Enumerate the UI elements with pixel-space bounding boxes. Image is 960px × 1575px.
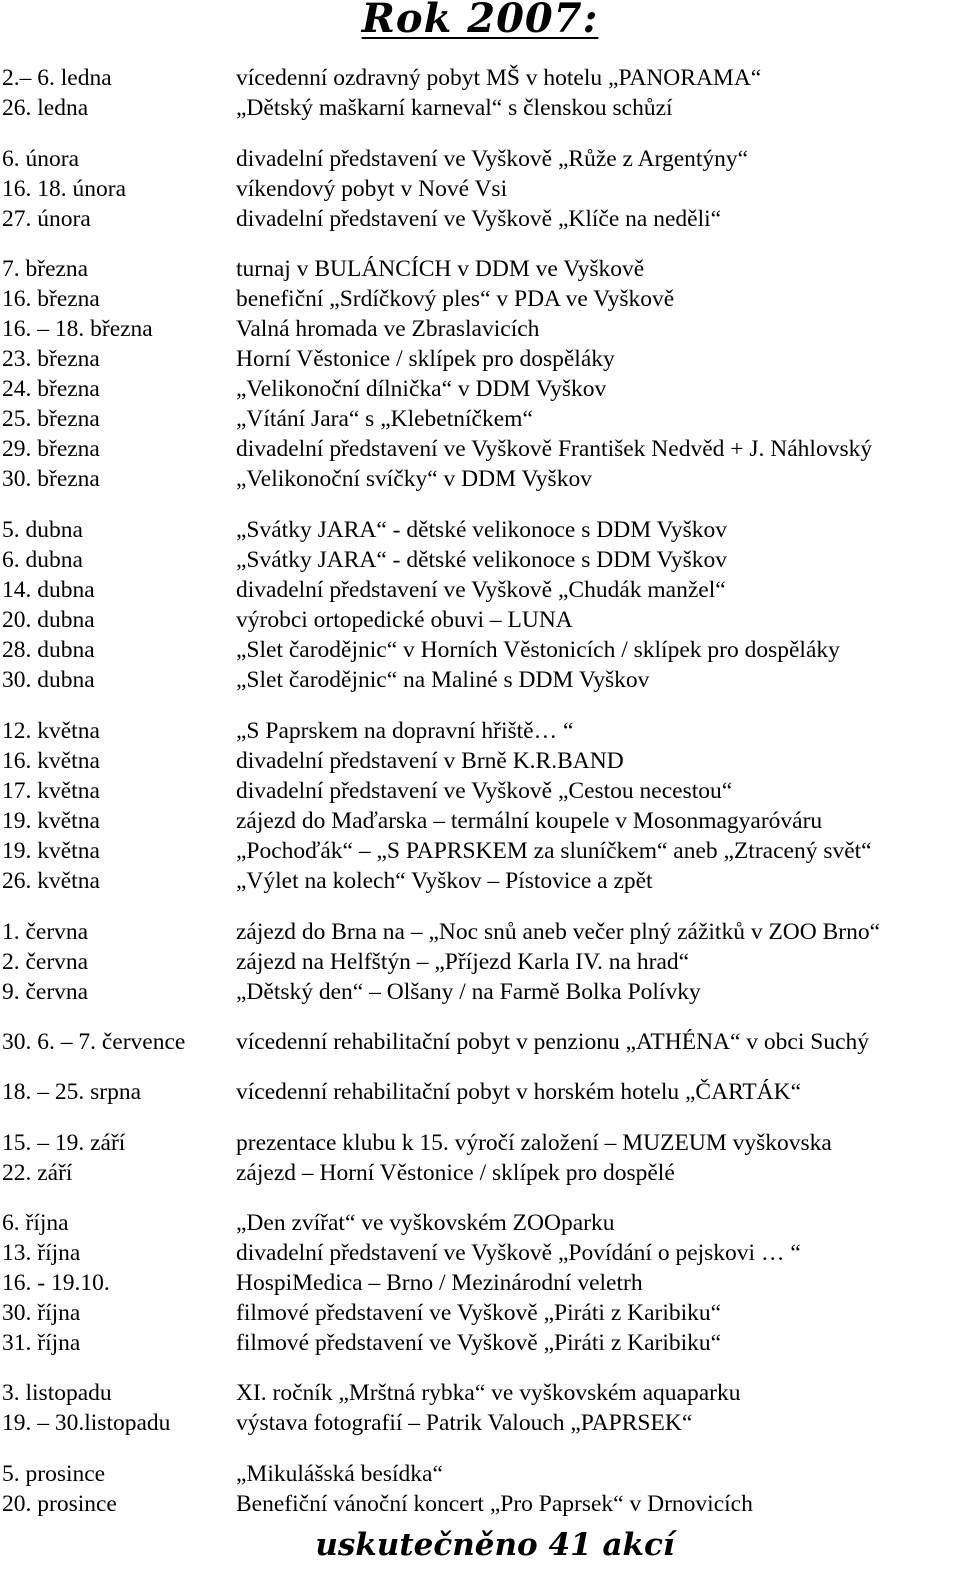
event-date: 6. dubna xyxy=(2,547,83,573)
event-row xyxy=(0,344,960,374)
event-description: „Dětský den“ – Olšany / na Farmě Bolka Polívky xyxy=(236,979,701,1005)
event-description: Valná hromada ve Zbraslavicích xyxy=(236,316,540,342)
event-date: 19. – 30.listopadu xyxy=(2,1410,171,1436)
event-date: 30. října xyxy=(2,1300,81,1326)
event-date: 29. března xyxy=(2,436,100,462)
event-row xyxy=(0,1328,960,1358)
event-date: 20. prosince xyxy=(2,1491,117,1517)
event-date: 25. března xyxy=(2,406,100,432)
event-description: „Slet čarodějnic“ na Maliné s DDM Vyškov xyxy=(236,667,650,693)
event-row xyxy=(0,1459,960,1489)
event-date: 16. května xyxy=(2,748,100,774)
event-description: divadelní představení ve Vyškově František Nedvěd + J. Náhlovský xyxy=(236,436,873,462)
event-description: benefiční „Srdíčkový ples“ v PDA ve Vyškově xyxy=(236,286,675,312)
event-date: 1. června xyxy=(2,919,89,945)
event-description: filmové představení ve Vyškově „Piráti z Karibiku“ xyxy=(236,1330,722,1356)
event-date: 24. března xyxy=(2,376,100,402)
event-row xyxy=(0,434,960,464)
event-date: 19. května xyxy=(2,838,100,864)
event-description: Benefiční vánoční koncert „Pro Paprsek“ v Drnovicích xyxy=(236,1491,753,1517)
event-description: „Slet čarodějnic“ v Horních Věstonicích / sklípek pro dospěláky xyxy=(236,637,840,663)
event-date: 3. listopadu xyxy=(2,1380,112,1406)
event-row xyxy=(0,746,960,776)
event-row xyxy=(0,404,960,434)
event-description: „Velikonoční svíčky“ v DDM Vyškov xyxy=(236,466,592,492)
event-description: filmové představení ve Vyškově „Piráti z Karibiku“ xyxy=(236,1300,722,1326)
event-description: „Den zvířat“ ve vyškovském ZOOparku xyxy=(236,1210,615,1236)
event-description: divadelní představení ve Vyškově „Klíče na neděli“ xyxy=(236,206,722,232)
event-description: prezentace klubu k 15. výročí založení – MUZEUM vyškovska xyxy=(236,1130,832,1156)
event-description: zájezd na Helfštýn – „Příjezd Karla IV. na hrad“ xyxy=(236,949,690,975)
event-date: 19. května xyxy=(2,808,100,834)
event-description: „S Paprskem na dopravní hřiště… “ xyxy=(236,718,574,744)
event-date: 6. října xyxy=(2,1210,69,1236)
event-row xyxy=(0,806,960,836)
event-row xyxy=(0,1298,960,1328)
event-description: XI. ročník „Mrštná rybka“ ve vyškovském aquaparku xyxy=(236,1380,741,1406)
event-row xyxy=(0,374,960,404)
event-row xyxy=(0,144,960,174)
event-row xyxy=(0,1408,960,1438)
event-row xyxy=(0,575,960,605)
event-row xyxy=(0,776,960,806)
event-description: turnaj v BULÁNCÍCH v DDM ve Vyškově xyxy=(236,256,645,282)
event-description: „Výlet na kolech“ Vyškov – Pístovice a zpět xyxy=(236,868,653,894)
event-date: 22. září xyxy=(2,1160,73,1186)
event-description: zájezd – Horní Věstonice / sklípek pro dospělé xyxy=(236,1160,675,1186)
event-description: „Svátky JARA“ - dětské velikonoce s DDM Vyškov xyxy=(236,517,728,543)
event-description: „Dětský maškarní karneval“ s členskou schůzí xyxy=(236,95,673,121)
event-row xyxy=(0,314,960,344)
summary-footer: uskutečněno 41 akcí xyxy=(315,1527,675,1563)
event-date: 26. května xyxy=(2,868,100,894)
event-date: 16. března xyxy=(2,286,100,312)
event-date: 2.– 6. ledna xyxy=(2,65,112,91)
event-description: divadelní představení ve Vyškově „Chudák manžel“ xyxy=(236,577,726,603)
event-date: 31. října xyxy=(2,1330,81,1356)
event-date: 23. března xyxy=(2,346,100,372)
event-date: 7. března xyxy=(2,256,89,282)
event-description: „Velikonoční dílnička“ v DDM Vyškov xyxy=(236,376,607,402)
event-row xyxy=(0,204,960,234)
event-date: 27. února xyxy=(2,206,91,232)
event-description: „Pochoďák“ – „S PAPRSKEM za sluníčkem“ aneb „Ztracený svět“ xyxy=(236,838,872,864)
event-description: divadelní představení v Brně K.R.BAND xyxy=(236,748,624,774)
event-row xyxy=(0,836,960,866)
event-description: výrobci ortopedické obuvi – LUNA xyxy=(236,607,573,633)
event-description: „Mikulášská besídka“ xyxy=(236,1461,443,1487)
event-row xyxy=(0,545,960,575)
event-date: 5. prosince xyxy=(2,1461,106,1487)
event-row xyxy=(0,917,960,947)
event-date: 20. dubna xyxy=(2,607,95,633)
event-date: 14. dubna xyxy=(2,577,95,603)
event-row xyxy=(0,716,960,746)
event-row xyxy=(0,93,960,123)
page-title-text: Rok 2007: xyxy=(361,0,599,42)
event-date: 15. – 19. září xyxy=(2,1130,126,1156)
event-row xyxy=(0,1489,960,1519)
event-description: vícedenní rehabilitační pobyt v horském hotelu „ČARTÁK“ xyxy=(236,1079,802,1105)
event-date: 16. 18. února xyxy=(2,176,127,202)
event-description: „Svátky JARA“ - dětské velikonoce s DDM Vyškov xyxy=(236,547,728,573)
event-date: 28. dubna xyxy=(2,637,95,663)
event-description: HospiMedica – Brno / Mezinárodní veletrh xyxy=(236,1270,643,1296)
event-date: 9. června xyxy=(2,979,89,1005)
event-row xyxy=(0,1077,960,1107)
event-row xyxy=(0,977,960,1007)
event-row xyxy=(0,284,960,314)
event-date: 16. – 18. března xyxy=(2,316,153,342)
event-description: divadelní představení ve Vyškově „Povídání o pejskovi … “ xyxy=(236,1240,801,1266)
event-row xyxy=(0,947,960,977)
event-row xyxy=(0,464,960,494)
event-date: 30. dubna xyxy=(2,667,95,693)
event-description: „Vítání Jara“ s „Klebetníčkem“ xyxy=(236,406,533,432)
event-description: vícedenní ozdravný pobyt MŠ v hotelu „PANORAMA“ xyxy=(236,65,762,91)
event-row xyxy=(0,1027,960,1057)
event-description: víkendový pobyt v Nové Vsi xyxy=(236,176,508,202)
event-row xyxy=(0,605,960,635)
event-date: 30. 6. – 7. července xyxy=(2,1029,186,1055)
event-date: 16. - 19.10. xyxy=(2,1270,110,1296)
event-date: 17. května xyxy=(2,778,100,804)
event-description: zájezd do Brna na – „Noc snů aneb večer plný zážitků v ZOO Brno“ xyxy=(236,919,881,945)
event-date: 30. března xyxy=(2,466,100,492)
event-description: zájezd do Maďarska – termální koupele v Mosonmagyaróváru xyxy=(236,808,823,834)
event-description: vícedenní rehabilitační pobyt v penzionu „ATHÉNA“ v obci Suchý xyxy=(236,1029,870,1055)
event-row xyxy=(0,1208,960,1238)
event-date: 13. října xyxy=(2,1240,81,1266)
event-description: Horní Věstonice / sklípek pro dospěláky xyxy=(236,346,615,372)
event-description: výstava fotografií – Patrik Valouch „PAPRSEK“ xyxy=(236,1410,693,1436)
event-row xyxy=(0,174,960,204)
event-row xyxy=(0,1238,960,1268)
event-date: 2. června xyxy=(2,949,89,975)
event-date: 26. ledna xyxy=(2,95,89,121)
event-row xyxy=(0,1268,960,1298)
event-date: 12. května xyxy=(2,718,100,744)
event-description: divadelní představení ve Vyškově „Cestou necestou“ xyxy=(236,778,733,804)
event-row xyxy=(0,665,960,695)
event-row xyxy=(0,63,960,93)
event-row xyxy=(0,254,960,284)
event-date: 5. dubna xyxy=(2,517,83,543)
event-row xyxy=(0,866,960,896)
event-row xyxy=(0,635,960,665)
event-date: 6. února xyxy=(2,146,80,172)
event-row xyxy=(0,1128,960,1158)
event-date: 18. – 25. srpna xyxy=(2,1079,142,1105)
event-row xyxy=(0,515,960,545)
event-row xyxy=(0,1378,960,1408)
event-description: divadelní představení ve Vyškově „Růže z Argentýny“ xyxy=(236,146,749,172)
event-row xyxy=(0,1158,960,1188)
